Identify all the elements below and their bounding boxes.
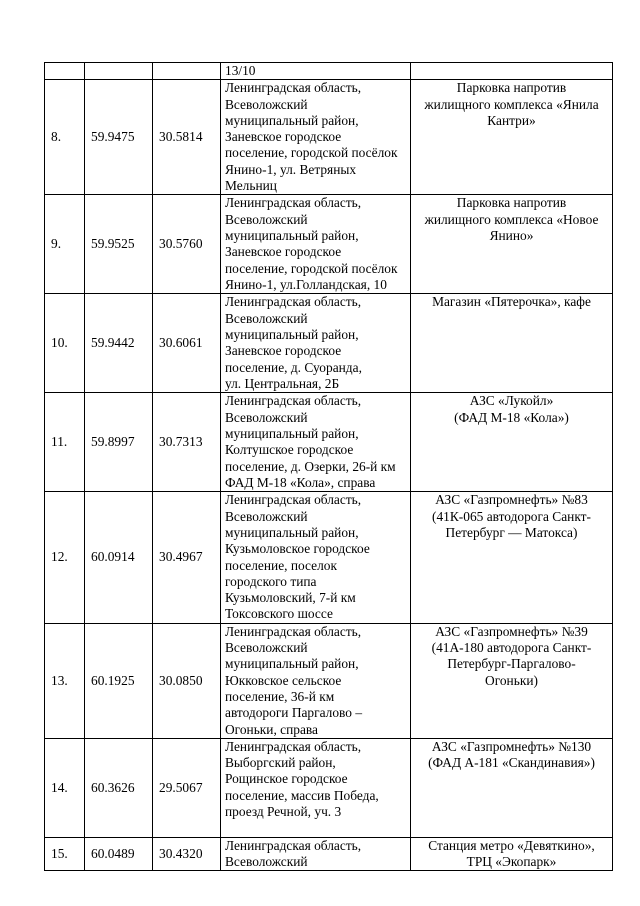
table-row (45, 80, 613, 195)
address-cell: Ленинградская область, Всеволожский муниципальный район, Заневское городское поселение, городской посёлок Янино-1, ул.Голландская, 10 (221, 195, 411, 294)
longitude-cell: 29.5067 (153, 738, 221, 837)
table-row (45, 492, 613, 623)
locations-table-body (45, 63, 613, 871)
row-number: 10. (45, 294, 85, 393)
landmark-cell: АЗС «Газпромнефть» №130 (ФАД А-181 «Скандинавия») (411, 738, 613, 837)
latitude-cell: 60.0489 (85, 837, 153, 871)
longitude-cell: 30.5814 (153, 80, 221, 195)
landmark-cell: Магазин «Пятерочка», кафе (411, 294, 613, 393)
landmark-cell: АЗС «Газпромнефть» №83 (41К-065 автодорога Санкт- Петербург — Матокса) (411, 492, 613, 623)
longitude-cell: 30.5760 (153, 195, 221, 294)
latitude-cell: 60.3626 (85, 738, 153, 837)
row-number (45, 63, 85, 80)
landmark-cell: Парковка напротив жилищного комплекса «Новое Янино» (411, 195, 613, 294)
longitude-cell: 30.7313 (153, 393, 221, 492)
landmark-cell: АЗС «Газпромнефть» №39 (41А-180 автодорога Санкт- Петербург-Паргалово- Огоньки) (411, 623, 613, 738)
longitude-cell: 30.4320 (153, 837, 221, 871)
table-row (45, 738, 613, 837)
longitude-cell: 30.0850 (153, 623, 221, 738)
address-cell: Ленинградская область, Всеволожский (221, 837, 411, 871)
longitude-cell (153, 63, 221, 80)
table-row (45, 623, 613, 738)
table-row (45, 195, 613, 294)
latitude-cell: 59.8997 (85, 393, 153, 492)
address-cell: 13/10 (221, 63, 411, 80)
row-number: 14. (45, 738, 85, 837)
latitude-cell: 59.9442 (85, 294, 153, 393)
latitude-cell: 59.9525 (85, 195, 153, 294)
table-row (45, 63, 613, 80)
latitude-cell: 59.9475 (85, 80, 153, 195)
address-cell: Ленинградская область, Всеволожский муниципальный район, Заневское городское поселение, д. Суоранда, ул. Центральная, 2Б (221, 294, 411, 393)
address-cell: Ленинградская область, Всеволожский муниципальный район, Заневское городское поселение, городской посёлок Янино-1, ул. Ветряных Мельниц (221, 80, 411, 195)
address-cell: Ленинградская область, Всеволожский муниципальный район, Колтушское городское поселение, д. Озерки, 26-й км ФАД М-18 «Кола», справа (221, 393, 411, 492)
row-number: 11. (45, 393, 85, 492)
table-row (45, 837, 613, 871)
row-number: 9. (45, 195, 85, 294)
row-number: 8. (45, 80, 85, 195)
address-cell: Ленинградская область, Всеволожский муниципальный район, Кузьмоловское городское поселение, поселок городского типа Кузьмоловский, 7-й км Токсовского шоссе (221, 492, 411, 623)
landmark-cell: Парковка напротив жилищного комплекса «Янила Кантри» (411, 80, 613, 195)
latitude-cell: 60.1925 (85, 623, 153, 738)
landmark-cell: Станция метро «Девяткино», ТРЦ «Экопарк» (411, 837, 613, 871)
locations-table (44, 62, 613, 871)
latitude-cell (85, 63, 153, 80)
latitude-cell: 60.0914 (85, 492, 153, 623)
row-number: 15. (45, 837, 85, 871)
address-cell: Ленинградская область, Всеволожский муниципальный район, Юкковское сельское поселение, 36-й км автодороги Паргалово – Огоньки, справа (221, 623, 411, 738)
table-row (45, 294, 613, 393)
landmark-cell (411, 63, 613, 80)
row-number: 13. (45, 623, 85, 738)
table-row (45, 393, 613, 492)
row-number: 12. (45, 492, 85, 623)
landmark-cell: АЗС «Лукойл» (ФАД М-18 «Кола») (411, 393, 613, 492)
longitude-cell: 30.6061 (153, 294, 221, 393)
address-cell: Ленинградская область, Выборгский район, Рощинское городское поселение, массив Победа, проезд Речной, уч. 3 (221, 738, 411, 837)
longitude-cell: 30.4967 (153, 492, 221, 623)
